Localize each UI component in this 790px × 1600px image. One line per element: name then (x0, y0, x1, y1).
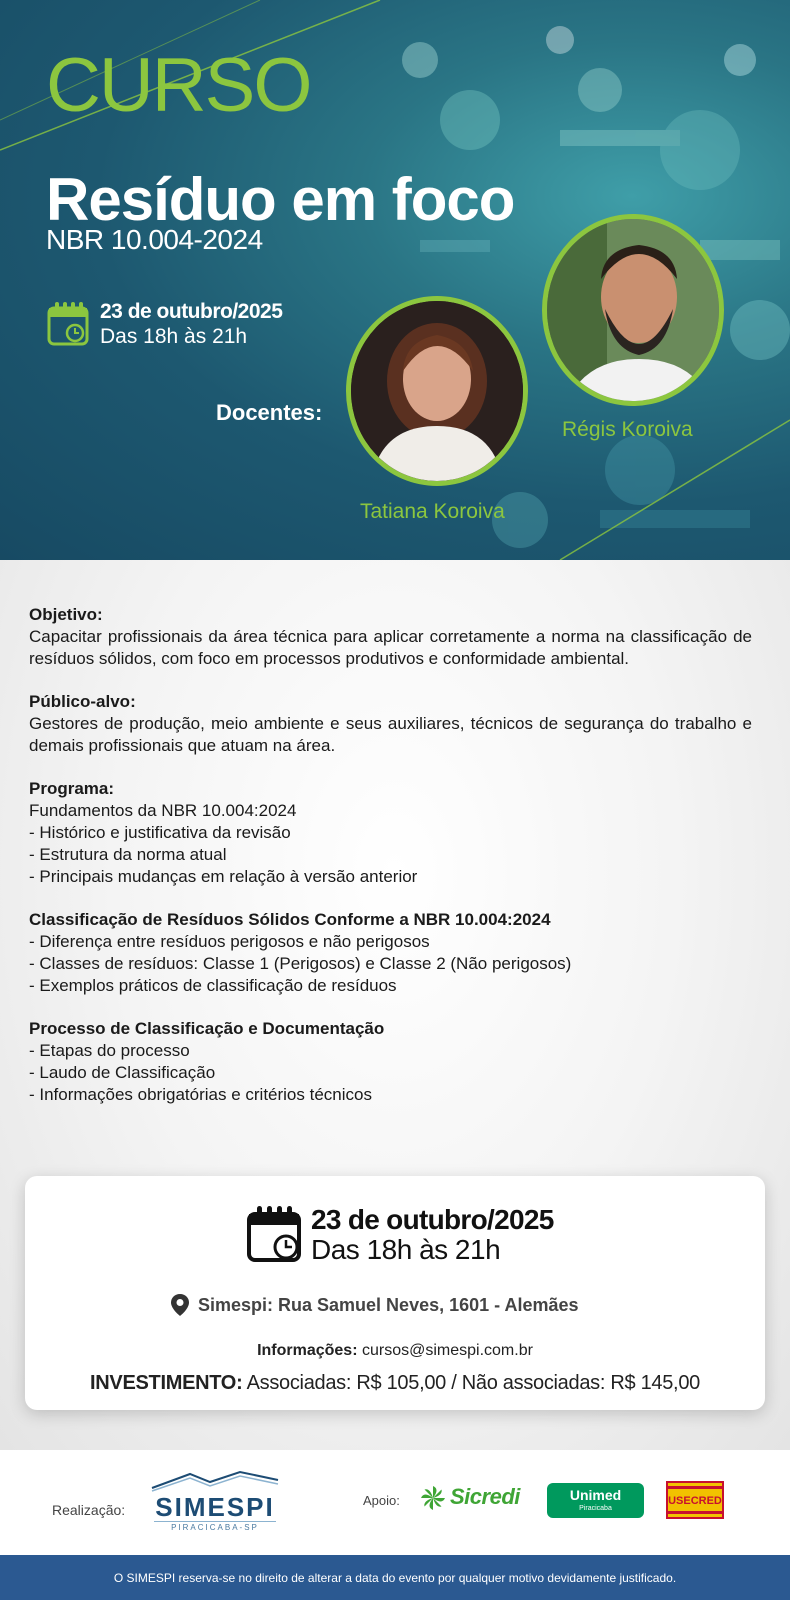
section-heading: Objetivo: (29, 605, 103, 624)
list-item: - Estrutura da norma atual (29, 844, 227, 864)
section-heading: Público-alvo: (29, 692, 136, 712)
event-info-card (25, 1176, 765, 1410)
contact-email-link[interactable]: cursos@simespi.com.br (361, 1342, 533, 1359)
list-item: - Histórico e justificativa da revisão (29, 822, 291, 842)
list-item: - Exemplos práticos de classificação de resíduos (29, 975, 397, 995)
section-heading: Processo de Classificação e Documentação (29, 1019, 385, 1039)
unimed-logo (547, 1483, 644, 1518)
usecred-logo (666, 1481, 724, 1519)
list-item: - Etapas do processo (29, 1040, 190, 1060)
contact-info (25, 1342, 765, 1360)
list-item: - Principais mudanças em relação à versão anterior (29, 866, 418, 886)
list-item: - Diferença entre resíduos perigosos e não perigosos (29, 931, 430, 951)
section-text: Gestores de produção, meio ambiente e seus auxiliares, técnicos de segurança do trabalho e demais profissionais que atuam na área. (29, 713, 752, 755)
section-heading: Classificação de Resíduos Sólidos Conforme a NBR 10.004:2024 (29, 910, 551, 930)
sicredi-logo (420, 1480, 530, 1516)
logo-stripe (668, 1511, 722, 1514)
list-item: - Laudo de Classificação (29, 1062, 216, 1082)
instructor-name-regis: Régis Koroiva (562, 418, 693, 441)
unimed-logo-subtext: Piracicaba (579, 1505, 612, 1512)
section-classificacao (29, 909, 752, 996)
section-heading: Programa: (29, 779, 115, 799)
list-item: - Classes de resíduos: Classe 1 (Perigosos) e Classe 2 (Não perigosos) (29, 953, 572, 973)
simespi-wave-icon (150, 1470, 280, 1492)
course-title: Resíduo em foco (46, 166, 515, 233)
disclaimer-bar (0, 1555, 790, 1600)
section-objetivo (29, 604, 752, 669)
calendar-icon (46, 300, 90, 348)
calendar-icon (246, 1204, 304, 1264)
logo-stripe (668, 1486, 722, 1489)
simespi-logo-subtext: PIRACICABA-SP (154, 1521, 276, 1532)
realizacao-label: Realização: (52, 1502, 126, 1518)
info-label: Informações: (257, 1342, 358, 1359)
apoio-label: Apoio: (363, 1493, 400, 1508)
unimed-logo-text: Unimed (569, 1487, 622, 1503)
investment-label: INVESTIMENTO: (90, 1372, 243, 1394)
list-item: - Informações obrigatórias e critérios técnicos (29, 1084, 372, 1104)
instructor-name-tatiana: Tatiana Koroiva (360, 500, 505, 523)
course-kicker: CURSO (46, 43, 311, 128)
event-date: 23 de outubro/2025 (311, 1204, 554, 1235)
course-details (29, 604, 752, 1127)
instructor-photo-tatiana (346, 296, 528, 486)
sicredi-pinwheel-icon (420, 1485, 446, 1511)
hero-time: Das 18h às 21h (100, 325, 248, 348)
event-time: Das 18h às 21h (311, 1234, 501, 1265)
simespi-logo-text: SIMESPI (155, 1492, 275, 1522)
section-processo (29, 1018, 752, 1105)
section-text: Capacitar profissionais da área técnica para aplicar corretamente a norma na classificação de resíduos sólidos, com foco em processos produtivos e conformidade ambiental. (29, 626, 752, 668)
investment-value: Associadas: R$ 105,00 / Não associadas: R$ 145,00 (246, 1372, 700, 1394)
footer-logos (0, 1450, 790, 1555)
docentes-label: Docentes: (216, 400, 323, 425)
location-pin-icon (170, 1293, 190, 1317)
instructor-photo-regis (542, 214, 724, 406)
disclaimer-text: O SIMESPI reserva-se no direito de alterar a data do evento por qualquer motivo devidamente justificado. (113, 1571, 677, 1585)
list-item: Fundamentos da NBR 10.004:2024 (29, 801, 297, 821)
sicredi-logo-text: Sicredi (450, 1484, 520, 1509)
investment-info (25, 1372, 765, 1395)
usecred-logo-text: USECRED (668, 1495, 722, 1507)
hero-banner (0, 0, 790, 560)
person-photo-icon (547, 219, 719, 401)
hero-date: 23 de outubro/2025 (100, 300, 283, 323)
section-publico-alvo (29, 691, 752, 756)
person-photo-icon (351, 301, 523, 481)
simespi-logo (150, 1470, 280, 1534)
course-subtitle: NBR 10.004-2024 (46, 224, 263, 255)
section-programa (29, 778, 752, 887)
event-address: Simespi: Rua Samuel Neves, 1601 - Alemães (198, 1295, 579, 1315)
